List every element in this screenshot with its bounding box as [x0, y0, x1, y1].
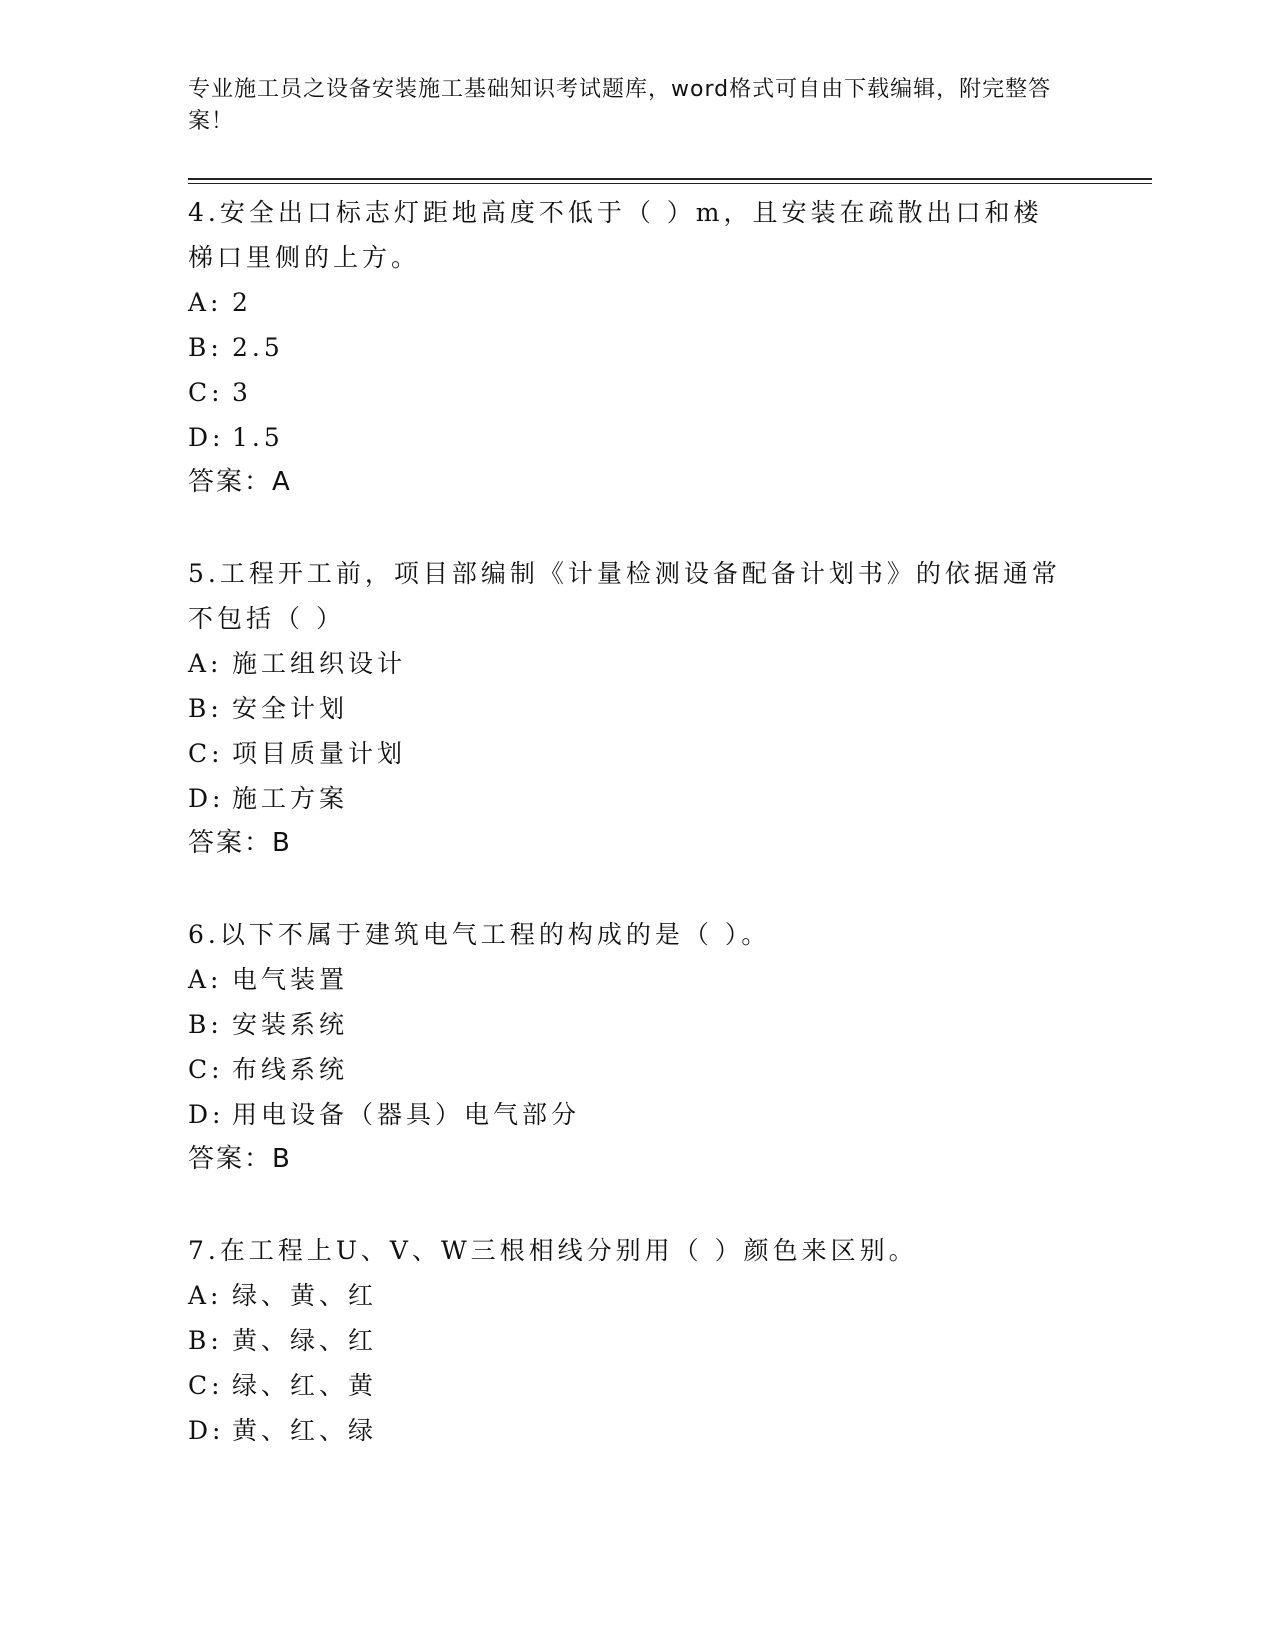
option-d [188, 776, 1068, 821]
option-text: 安装系统 [232, 1010, 349, 1039]
option-label: D: [188, 784, 225, 813]
question-stem: 6.以下不属于建筑电气工程的构成的是（ ）。 [188, 920, 771, 949]
option-c [188, 1047, 1068, 1092]
option-c [188, 731, 1068, 776]
option-label: C: [188, 1055, 224, 1084]
answer-line: 答案：B [188, 828, 292, 858]
option-a [188, 641, 1068, 686]
option-text: 施工方案 [232, 784, 349, 813]
header-divider-thick [188, 178, 1152, 180]
question-4 [188, 190, 1068, 505]
question-6 [188, 912, 1068, 1182]
option-text: 绿、黄、红 [232, 1281, 378, 1310]
option-c [188, 370, 1068, 415]
option-text: 安全计划 [232, 694, 349, 723]
option-label: B: [188, 333, 223, 362]
option-text: 布线系统 [232, 1055, 349, 1084]
option-b [188, 325, 1068, 370]
option-label: D: [188, 1416, 225, 1445]
option-d [188, 1092, 1068, 1137]
question-7 [188, 1228, 1068, 1453]
option-b [188, 1318, 1068, 1363]
option-label: C: [188, 1371, 224, 1400]
question-stem: 5.工程开工前，项目部编制《计量检测设备配备计划书》的依据通常不包括（ ） [188, 559, 1061, 633]
option-label: A: [188, 1281, 223, 1310]
option-a [188, 957, 1068, 1002]
question-stem: 4.安全出口标志灯距地高度不低于（ ）m，且安装在疏散出口和楼梯口里侧的上方。 [188, 198, 1043, 272]
option-label: D: [188, 423, 225, 452]
question-5 [188, 551, 1068, 866]
option-text: 用电设备（器具）电气部分 [232, 1100, 581, 1129]
option-a [188, 280, 1068, 325]
option-label: A: [188, 649, 223, 678]
option-text: 黄、绿、红 [232, 1326, 378, 1355]
option-text: 黄、红、绿 [232, 1416, 378, 1445]
option-text: 施工组织设计 [232, 649, 407, 678]
option-label: B: [188, 694, 223, 723]
option-label: A: [188, 965, 223, 994]
option-label: D: [188, 1100, 225, 1129]
option-text: 2.5 [232, 333, 284, 362]
header-divider-thin [188, 183, 1152, 184]
question-stem: 7.在工程上U、V、W三根相线分别用（ ）颜色来区别。 [188, 1236, 918, 1265]
option-d [188, 415, 1068, 460]
option-label: B: [188, 1326, 223, 1355]
option-d [188, 1408, 1068, 1453]
option-a [188, 1273, 1068, 1318]
option-text: 1.5 [232, 423, 284, 452]
option-label: A: [188, 288, 223, 317]
option-text: 2 [232, 288, 252, 317]
option-c [188, 1363, 1068, 1408]
answer-line: 答案：B [188, 1144, 292, 1174]
document-header: 专业施工员之设备安装施工基础知识考试题库，word格式可自由下载编辑，附完整答案！ [188, 77, 1052, 134]
question-list [188, 190, 1068, 1499]
option-text: 3 [232, 378, 252, 407]
answer-line: 答案：A [188, 467, 292, 497]
option-b [188, 1002, 1068, 1047]
option-label: B: [188, 1010, 223, 1039]
option-text: 绿、红、黄 [232, 1371, 378, 1400]
option-text: 电气装置 [232, 965, 349, 994]
option-b [188, 686, 1068, 731]
option-text: 项目质量计划 [232, 739, 407, 768]
option-label: C: [188, 739, 224, 768]
option-label: C: [188, 378, 224, 407]
